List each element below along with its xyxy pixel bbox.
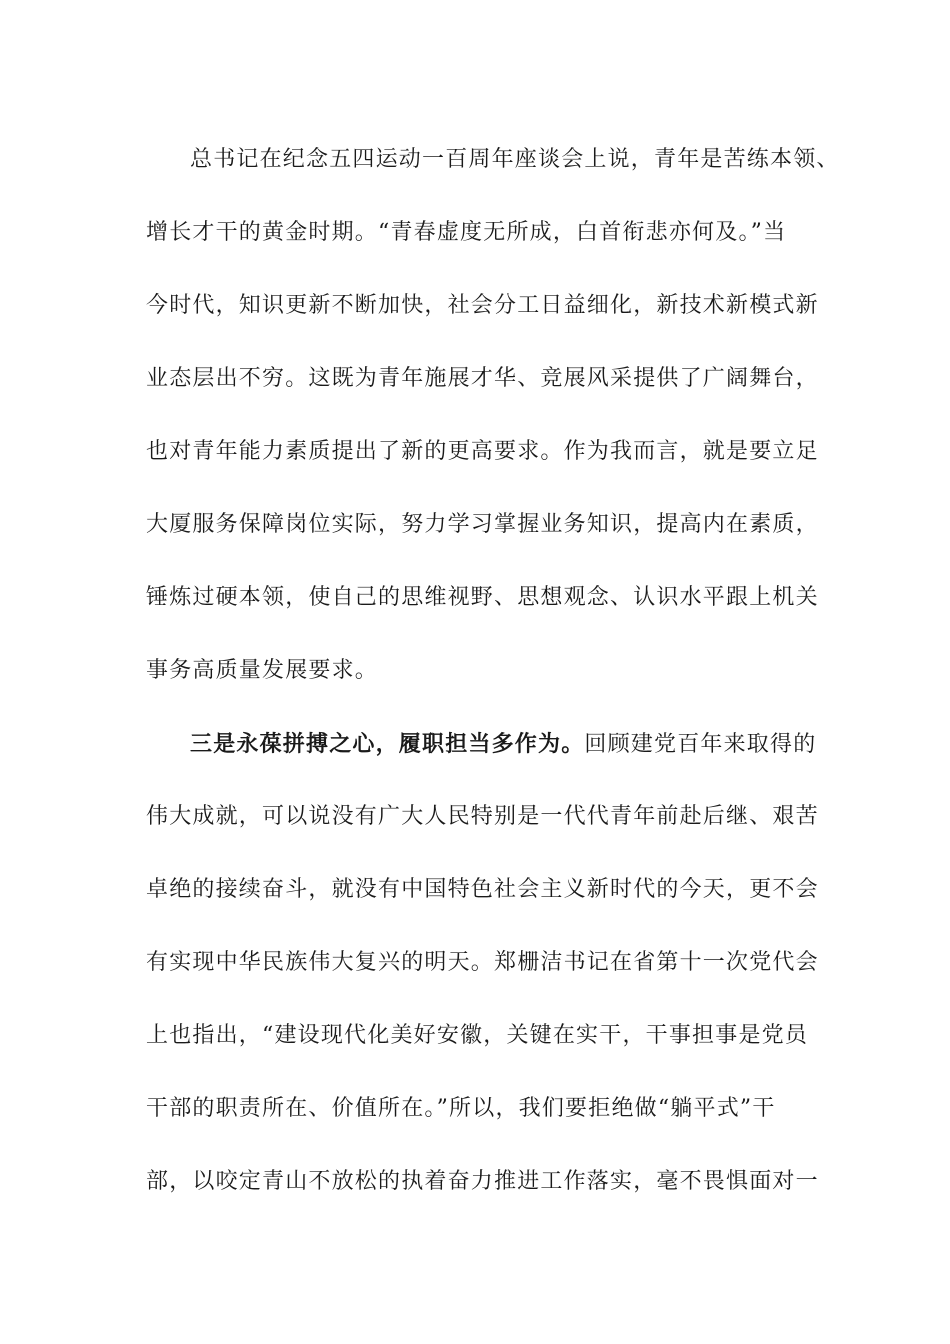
paragraph-2-line-6: 干部的职责所在、价值所在。”所以，我们要拒绝做“躺平式”干 bbox=[146, 1096, 776, 1121]
paragraph-1-line-8: 事务高质量发展要求。 bbox=[146, 658, 379, 683]
paragraph-1-line-3: 今时代，知识更新不断加快，社会分工日益细化，新技术新模式新 bbox=[146, 293, 819, 318]
paragraph-1-line-5: 也对青年能力素质提出了新的更高要求。作为我而言，就是要立足 bbox=[146, 439, 819, 464]
paragraph-1-line-2: 增长才干的黄金时期。“青春虚度无所成，白首衔悲亦何及。”当 bbox=[146, 220, 787, 245]
paragraph-2-line-4: 有实现中华民族伟大复兴的明天。郑栅洁书记在省第十一次党代会 bbox=[146, 950, 819, 975]
paragraph-2-line-7: 部，以咬定青山不放松的执着奋力推进工作落实，毫不畏惧面对一 bbox=[146, 1169, 819, 1194]
paragraph-1-line-4: 业态层出不穷。这既为青年施展才华、竞展风采提供了广阔舞台， bbox=[146, 366, 819, 391]
paragraph-2-line-3: 卓绝的接续奋斗，就没有中国特色社会主义新时代的今天，更不会 bbox=[146, 877, 819, 902]
paragraph-1-line-1: 总书记在纪念五四运动一百周年座谈会上说，青年是苦练本领、 bbox=[190, 147, 840, 172]
paragraph-1-line-6: 大厦服务保障岗位实际，努力学习掌握业务知识，提高内在素质， bbox=[146, 512, 819, 537]
paragraph-1-line-7: 锤炼过硬本领，使自己的思维视野、思想观念、认识水平跟上机关 bbox=[146, 585, 819, 610]
paragraph-2-line-2: 伟大成就，可以说没有广大人民特别是一代代青年前赴后继、艰苦 bbox=[146, 804, 819, 829]
paragraph-2-line-1-rest: 回顾建党百年来取得的 bbox=[584, 732, 817, 757]
section-heading: 三是永葆拼搏之心，履职担当多作为。 bbox=[190, 731, 585, 757]
paragraph-2-line-1 bbox=[190, 729, 817, 760]
paragraph-2-line-5: 上也指出，“建设现代化美好安徽，关键在实干，干事担事是党员 bbox=[146, 1023, 809, 1048]
